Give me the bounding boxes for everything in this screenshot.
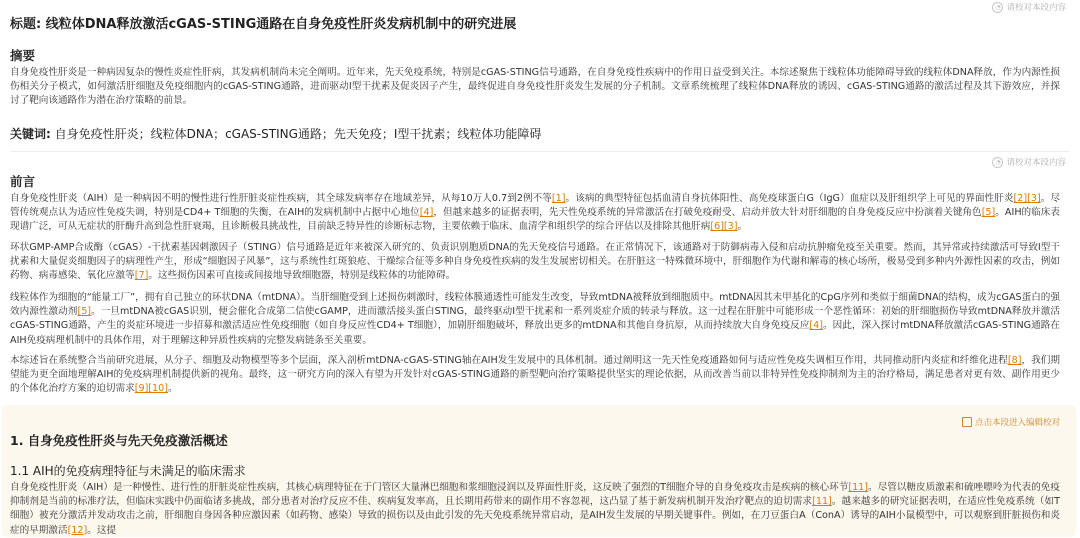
keywords-text: 自身免疫性肝炎；线粒体DNA；cGAS-STING通路；先天免疫；I型干扰素；线粒体功能障碍 (54, 127, 542, 141)
citation-link[interactable]: [5] (981, 207, 996, 219)
text-run: 。一旦mtDNA被cGAS识别，便会催化合成第二信使cGAMP，进而激活接头蛋白STING，最终驱动I型干扰素和一系列炎症介质的转录与释放。这一过程在肝脏中可能形成一个恶性循环：初始的肝细胞损伤导致mtDNA释放并激活cGAS-STING通路，产生的炎症环境进一步招募和激活适应性免疫细胞（如自身反应性CD4+ T细胞），加剧肝细胞破坏，释放出更多的mtDNA和其他自身抗原，从而持续放大自身免疫反应 (10, 306, 1060, 332)
text-run: 。因此，深入探讨mtDNA释放激活cGAS-STING通路在AIH免疫病理机制中的具体作用，对于理解这种异质性疾病的完整发病链条至关重要。 (10, 320, 1060, 346)
review-hint[interactable] (992, 156, 1066, 168)
text-run: 。这些损伤因素可直接或间接地导致细胞器，特别是线粒体的功能障碍。 (148, 270, 456, 282)
text-run: 。越来越多的研究证据表明，在适应性免疫系统（如T细胞）被充分激活并发动攻击之前，肝细胞自身因各种应激因素（如药物、感染）导致的损伤以及由此引发的先天免疫系统异常启动，是AIH发生发展的早期关键事件。例如，在刀豆蛋白A（ConA）诱导的AIH小鼠模型中，可以观察到肝脏损伤和炎症的早期激活 (10, 496, 1060, 536)
citation-link[interactable]: [11] (848, 482, 869, 493)
citation-link[interactable]: [12] (67, 524, 88, 536)
text-run: ，我们期望能为更全面地理解AIH的免疫病理机制提供新的视角。最终，这一研究方向的深入有望为开发针对cGAS-STING通路的新型靶向治疗策略提供坚实的理论依据，从而改善当前以非特异性免疫抑制剂为主的治疗格局，满足患者对更有效、副作用更少的个体化治疗方案的迫切需求 (10, 355, 1061, 395)
intro-paragraph-2 (10, 241, 1060, 284)
text-run: 。这提 (87, 524, 117, 536)
abstract-heading: 摘要 (10, 48, 36, 63)
citation-link[interactable]: [8] (1007, 355, 1022, 366)
clock-icon: ◔ (992, 157, 1003, 168)
edit-icon (962, 417, 972, 427)
section-paragraph-1 (10, 481, 1060, 538)
citation-link[interactable]: [2][3] (1013, 193, 1041, 204)
text-run: 环状GMP-AMP合成酶（cGAS）-干扰素基因刺激因子（STING）信号通路是近年来被深入研究的、负责识别胞质DNA的先天免疫信号通路。在正常情况下，该通路对于防御病毒入侵和启动抗肿瘤免疫至关重要。然而，其异常或持续激活可导致I型干扰素和大量促炎细胞因子的病理性产生，形成“细胞因子风暴”，这与系统性红斑狼疮、干燥综合征等多种自身免疫性疾病的发生发展密切相关。在肝脏这一特殊微环境中，肝细胞作为代谢和解毒的核心场所，极易受到多种内外源性因素的攻击，例如药物、病毒感染、氧化应激等 (10, 242, 1060, 282)
citation-link[interactable]: [5] (77, 306, 92, 318)
citation-link[interactable]: [1] (551, 193, 566, 204)
intro-paragraph-3 (10, 291, 1060, 348)
text-run: 自身免疫性肝炎（AIH）是一种慢性、进行性的肝脏炎症性疾病，其核心病理特征在于门管区大量淋巴细胞和浆细胞浸润以及界面性肝炎，这反映了强烈的T细胞介导的自身免疫攻击是疾病的核心环节 (10, 482, 849, 493)
section-heading: 1. 自身免疫性肝炎与先天免疫激活概述 (10, 433, 228, 448)
keywords-line (10, 125, 541, 142)
text-run: 线粒体作为细胞的“能量工厂”，拥有自己独立的环状DNA（mtDNA）。当肝细胞受到上述损伤刺激时，线粒体膜通透性可能发生改变，导致mtDNA被释放到细胞质中。mtDNA因其未甲基化的CpG序列和类似于细菌DNA的结构，成为cGAS蛋白的强效内源性激动剂 (10, 292, 1060, 318)
review-hint[interactable] (992, 1, 1066, 13)
citation-link[interactable]: [4] (809, 320, 823, 332)
citation-link[interactable]: [4] (419, 207, 434, 219)
text-run: 本综述旨在系统整合当前研究进展，从分子、细胞及动物模型等多个层面，深入剖析mtDNA-cGAS-STING轴在AIH发生发展中的具体机制。通过阐明这一先天性免疫通路如何与适应性免疫失调相互作用，共同推动肝内炎症和纤维化进程 (10, 355, 1008, 366)
citation-link[interactable]: [6][3] (710, 221, 738, 233)
text-run: ，但越来越多的证据表明，先天性免疫系统的异常激活在打破免疫耐受、启动并放大针对肝细胞的自身免疫反应中扮演着关键角色 (433, 207, 982, 219)
paper-title: 标题: 线粒体DNA释放激活cGAS-STING通路在自身免疫性肝炎发病机制中的研究进展 (10, 17, 517, 32)
review-hint-text: 请校对本段内容 (1006, 158, 1066, 168)
text-run: 。尽管传统观点认为适应性免疫失调，特别是CD4+ T细胞的失衡，在AIH的发病机制中占据中心地位 (10, 193, 1060, 219)
citation-link[interactable]: [9][10] (134, 383, 169, 395)
keywords-label: 关键词: (10, 127, 51, 141)
edit-hint-text: 点击本段进入编辑校对 (974, 418, 1060, 428)
text-run: 。 (737, 221, 748, 233)
subsection-heading: 1.1 AIH的免疫病理特征与未满足的临床需求 (10, 464, 246, 478)
clock-icon: ◔ (992, 2, 1003, 13)
citation-link[interactable]: [7] (134, 270, 149, 282)
intro-paragraph-4 (10, 354, 1060, 397)
intro-paragraph-1 (10, 192, 1060, 235)
review-hint-text: 请校对本段内容 (1006, 3, 1066, 13)
abstract-text: 自身免疫性肝炎是一种病因复杂的慢性炎症性肝病，其发病机制尚未完全阐明。近年来，先天免疫系统，特别是cGAS-STING信号通路，在自身免疫性疾病中的作用日益受到关注。本综述聚焦于线粒体功能障碍导致的线粒体DNA释放，作为内源性损伤相关分子模式，如何激活肝细胞及免疫细胞内的cGAS-STING通路，进而驱动I型干扰素及促炎因子产生，最终促进自身免疫性肝炎发生发展的分子机制。文章系统梳理了线粒体DNA释放的诱因、cGAS-STING通路的激活过程及其下游效应，并探讨了靶向该通路作为潜在治疗策略的前景。 (10, 67, 1060, 107)
edit-hint[interactable] (962, 416, 1060, 428)
text-run: 自身免疫性肝炎（AIH）是一种病因不明的慢性进行性肝脏炎症性疾病，其全球发病率存在地域差异，从每10万人0.7到2例不等 (10, 193, 552, 204)
text-run: 。 (168, 383, 178, 395)
divider (10, 151, 1070, 152)
text-run: 。AIH的临床表现谱广泛，可从无症状的肝酶升高到急性肝衰竭，且诊断极具挑战性，目前缺乏特异性的诊断标志物，主要依赖于临床、血清学和组织学的综合评估以及排除其他肝病 (10, 207, 1061, 233)
text-run: 。该病的典型特征包括血清自身抗体阳性、高免疫球蛋白G（IgG）血症以及肝组织学上可见的界面性肝炎 (565, 193, 1014, 204)
citation-link[interactable]: [11] (812, 496, 832, 508)
intro-heading: 前言 (10, 174, 36, 189)
text-run: 。尽管以糖皮质激素和硫唑嘌呤为代表的免疫抑制剂是当前的标准疗法，但临床实践中仍面临诸多挑战，部分患者对治疗反应不佳、疾病复发率高，且长期用药带来的副作用不容忽视，这凸显了基于新发病机制开发治疗靶点的迫切需求 (10, 482, 1060, 508)
